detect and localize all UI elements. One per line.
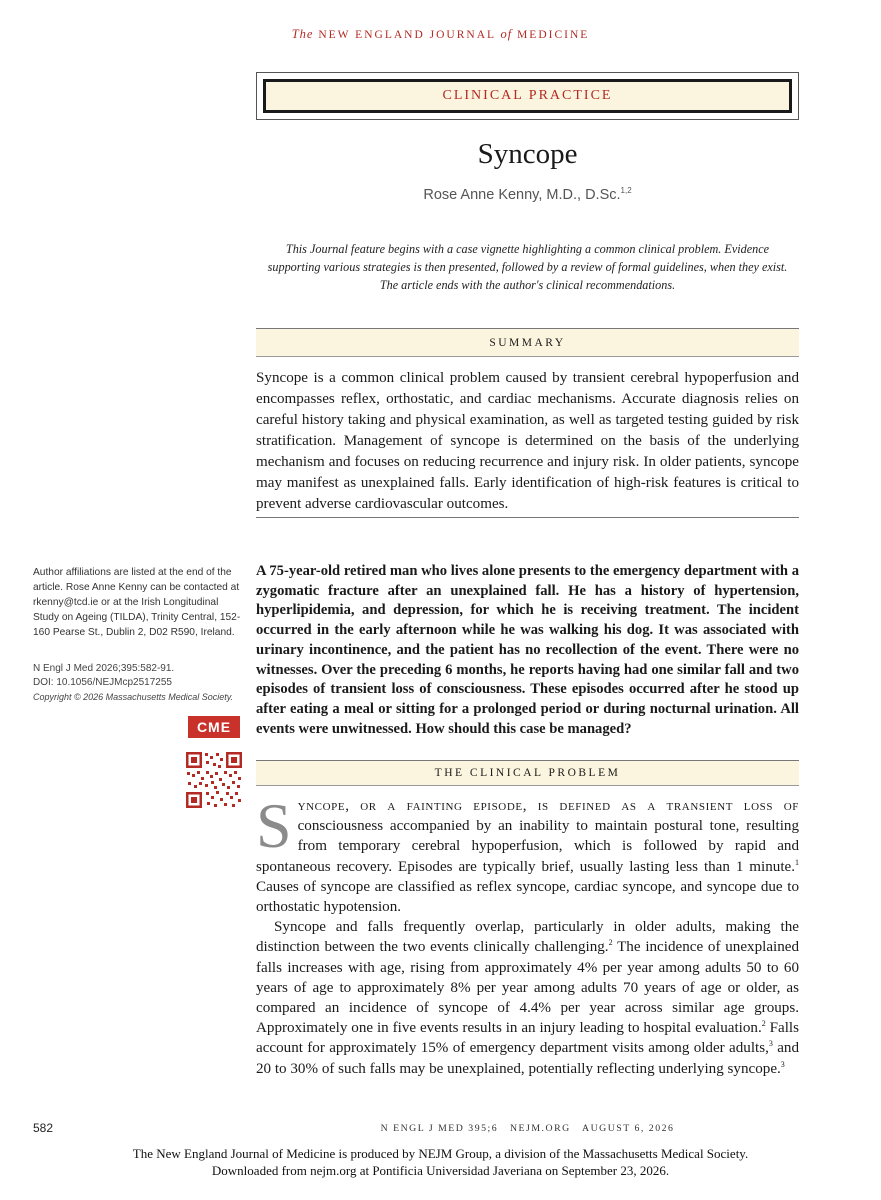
section-label: CLINICAL PRACTICE xyxy=(263,79,792,113)
reference-marker[interactable]: 2 xyxy=(608,938,613,948)
journal-header xyxy=(0,27,881,42)
body-text-run: consciousness accompanied by an inability to maintain postural tone, resulting from temporary cerebral hypoperfusion, which is followed by rapid and spontaneous recovery. Episodes are typically brief, usually lasting less than 1 minute. xyxy=(256,818,799,875)
journal-name: NEW ENGLAND JOURNAL xyxy=(318,29,496,41)
body-text-run: Syncope and falls frequently overlap, particularly in older adults, making the distinction between the two events clinically challenging. xyxy=(256,919,799,956)
cme-badge[interactable]: CME xyxy=(188,716,240,738)
doi: DOI: 10.1056/NEJMcp2517255 xyxy=(33,677,172,688)
copyright: Copyright © 2026 Massachusetts Medical Society. xyxy=(33,692,234,702)
journal-prefix: The xyxy=(291,27,314,41)
clinical-problem-body xyxy=(256,790,800,1079)
running-footer: N ENGL J MED 395;6 NEJM.ORG AUGUST 6, 2026 xyxy=(380,1123,675,1134)
reference-marker[interactable]: 1 xyxy=(795,857,799,867)
case-vignette: A 75-year-old retired man who lives alone presents to the emergency department with a zygomatic fracture after an unexplained fall. He has a history of hypertension, hyperlipidemia, and depression, for which he is receiving treatment. The incident occurred in the early afternoon while he was walking his dog. It was associated with urinary incontinence, and the patient has no recollection of the event. There were no witnesses. Over the preceding 6 months, he reports having had one similar fall and two episodes of transient loss of consciousness. These episodes occurred after he stood up after eating a meal or sitting for a prolonged period or during nocturnal urination. All events were unwitnessed. How should this case be managed? xyxy=(256,563,799,737)
author-name: Rose Anne Kenny, M.D., D.Sc. xyxy=(423,186,621,203)
feature-note: This Journal feature begins with a case vignette highlighting a common clinical problem. Evidence supporting various strategies is then presented, followed by a review of formal guidelines, when they exist. The article ends with the author's clinical recommendations. xyxy=(267,242,788,292)
summary-text: Syncope is a common clinical problem caused by transient cerebral hypoperfusion and encompasses reflex, orthostatic, and cardiac mechanisms. Accurate diagnosis relies on careful history taking and physical examination, as well as targeted testing guided by risk stratification. Management of syncope is determined on the basis of the underlying mechanism and focuses on reducing recurrence and injury risk. In older patients, syncope may manifest as unexplained falls. Early identification of high-risk features is critical to prevent adverse cardiovascular outcomes. xyxy=(256,370,799,512)
body-text-run: and 20 to 30% of such falls may be unexplained, potentially reflecting underlying syncope. xyxy=(256,1040,799,1077)
body-paragraph xyxy=(256,917,799,1079)
page-number: 582 xyxy=(33,1121,54,1135)
body-text-run: Causes of syncope are classified as reflex syncope, cardiac syncope, and syncope due to orthostatic hypotension. xyxy=(256,878,799,916)
summary-divider xyxy=(256,517,799,518)
article-title: Syncope xyxy=(477,138,578,170)
citation-block xyxy=(33,662,248,704)
body-paragraph xyxy=(256,790,799,917)
body-text-run: Falls account for approximately 15% of emergency department visits among older adults, xyxy=(256,1020,799,1057)
reference-marker[interactable]: 3 xyxy=(780,1059,785,1069)
drop-cap: S xyxy=(256,790,292,861)
author-line xyxy=(256,186,799,203)
clinical-problem-heading: THE CLINICAL PROBLEM xyxy=(256,760,799,786)
body-text-run: The incidence of unexplained falls increases with age, rising from approximately 4% per year among adults 50 to 60 years of age to approximately 8% per year among adults 70 years of age or older, as compared an incidence of syncope of 4.4% per year across similar age groups. Approximately one in five events results in an injury leading to hospital evaluation. xyxy=(256,939,800,1037)
qr-code-icon[interactable] xyxy=(186,752,242,808)
section-box xyxy=(256,72,799,120)
download-notice xyxy=(0,1145,881,1179)
citation: N Engl J Med 2026;395:582-91. xyxy=(33,663,175,674)
summary-heading: SUMMARY xyxy=(256,328,799,357)
journal-suffix: MEDICINE xyxy=(517,29,590,41)
journal-joiner: of xyxy=(500,27,513,41)
author-affiliation-marks: 1,2 xyxy=(620,186,632,195)
lead-in-smallcaps: yncope, or a fainting episode, is defined as a transient loss of xyxy=(297,798,799,814)
author-affiliation-note: Author affiliations are listed at the end of the article. Rose Anne Kenny can be contacted at rkenny@tcd.ie or at the Irish Longitudinal Study on Ageing (TILDA), Trinity Central, 152-160 Pearse St., Dublin 2, D02 R590, Ireland. xyxy=(33,567,241,638)
producer-note: The New England Journal of Medicine is produced by NEJM Group, a division of the Massachusetts Medical Society. xyxy=(132,1146,749,1161)
reference-marker[interactable]: 3 xyxy=(768,1039,773,1049)
reference-marker[interactable]: 2 xyxy=(761,1019,766,1029)
download-note: Downloaded from nejm.org at Pontificia Universidad Javeriana on September 23, 2026. xyxy=(211,1163,670,1178)
